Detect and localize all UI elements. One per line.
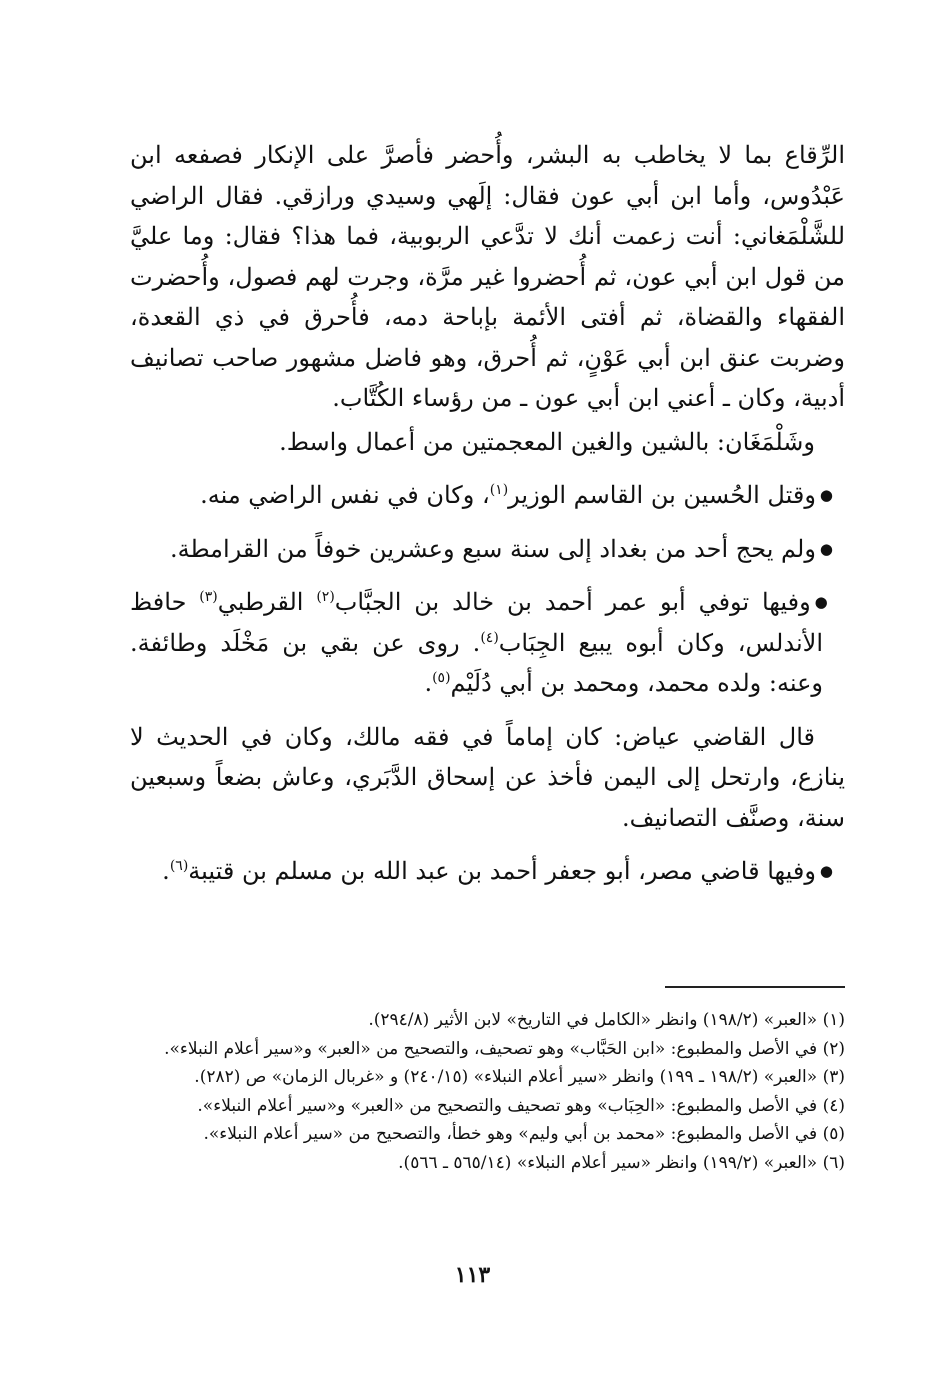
footnote-2: (٢) في الأصل والمطبوع: «ابن الحَبَّاب» وهو تصحيف، والتصحيح من «العبر» و«سير أعلام النبلاء». xyxy=(164,1038,845,1059)
bullet-text: وفيها قاضي مصر، أبو جعفر أحمد بن عبد الله بن مسلم بن قتيبة xyxy=(188,857,816,885)
bullet-text-tail: ، وكان في نفس الراضي منه. xyxy=(200,481,490,509)
footnote-ref: (٥) xyxy=(432,670,451,686)
bullet-icon: ● xyxy=(819,539,833,558)
page-number: ١١٣ xyxy=(454,1262,491,1288)
bullet-text-part: حافظ الأندلس، وكان أبوه يبيع الجِبَاب xyxy=(130,588,823,657)
bullet-icon: ● xyxy=(819,862,833,880)
bullet-text: وفيها توفي أبو عمر أحمد بن خالد بن الجبَّاب xyxy=(334,588,811,616)
bullet-icon: ● xyxy=(814,593,833,611)
footnote-6: (٦) «العبر» (١٩٩/٢) وانظر «سير أعلام النبلاء» (٥٦٥/١٤ ـ ٥٦٦). xyxy=(398,1152,845,1173)
bullet-text-part: . روى عن بقي بن مَخْلَد وطائفة. وعنه: ولده محمد، ومحمد بن أبي دُلَيْم xyxy=(130,628,823,697)
footnote-4: (٤) في الأصل والمطبوع: «الحِبَاب» وهو تصحيف والتصحيح من «العبر» و«سير أعلام النبلاء». xyxy=(197,1095,845,1116)
footnote-divider xyxy=(665,986,845,988)
footnote-ref: (١) xyxy=(489,482,509,498)
bullet-item-1 xyxy=(130,475,845,516)
footnote-5: (٥) في الأصل والمطبوع: «محمد بن أبي وليم» وهو خطأ، والتصحيح من «سير أعلام النبلاء». xyxy=(203,1124,845,1144)
footnote-1: (١) «العبر» (١٩٨/٢) وانظر «الكامل في التاريخ» لابن الأثير (٢٩٤/٨). xyxy=(368,1010,845,1030)
bullet-text-tail: . xyxy=(162,857,170,885)
footnotes xyxy=(130,1006,845,1177)
bullet-item-2 xyxy=(130,529,845,570)
paragraph-3: قال القاضي عياض: كان إماماً في فقه مالك، وكان في الحديث لا ينازع، وارتحل إلى اليمن فأخذ عن إسحاق الدَّبَري، وعاش بضعاً وسبعين سنة، وصنَّف التصانيف. xyxy=(130,722,846,832)
paragraph-2: وشَلْمَغَان: بالشين والغين المعجمتين من أعمال واسط. xyxy=(279,427,815,456)
footnote-ref: (٦) xyxy=(169,858,189,874)
bullet-icon: ● xyxy=(819,486,833,504)
paragraph-1: الرِّقاع بما لا يخاطب به البشر، وأُحضر فأصرَّ على الإنكار فصفعه ابن عَبْدُوس، وأما ابن أبي عون فقال: إلَهي وسيدي ورازقي. فقال الراضي للشَّلْمَغاني: أنت زعمت أنك لا تدَّعي الربوبية، فما هذا؟ فقال: وما عليَّ من قول ابن أبي عون، ثم أُحضروا غير مرَّة، وجرت لهم فصول، وأُحضرت الفقهاء والقضاة، ثم أفتى الأئمة بإباحة دمه، فأُحرق في ذي القعدة، وضربت عنق ابن أبي عَوْنٍ، ثم أُحرق، وهو فاضل مشهور صاحب تصانيف أدبية، وكان ـ أعني ابن أبي عون ـ من رؤساء الكُتَّاب. xyxy=(130,141,845,412)
footnote-ref: (٣) xyxy=(199,589,218,605)
main-text xyxy=(130,135,845,892)
footnote-3: (٣) «العبر» (١٩٨/٢ ـ ١٩٩) وانظر «سير أعلام النبلاء» (٢٤٠/١٥) و «غربال الزمان» ص (٢٨٢). xyxy=(194,1067,845,1087)
bullet-item-3 xyxy=(130,582,845,704)
bullet-item-4 xyxy=(130,851,845,892)
bullet-text: وقتل الحُسين بن القاسم الوزير xyxy=(508,481,816,509)
footnote-ref: (٤) xyxy=(480,629,499,646)
bullet-text: ولم يحج أحد من بغداد إلى سنة سبع وعشرين خوفاً من القرامطة. xyxy=(169,534,816,563)
bullet-text-tail: . xyxy=(424,669,433,697)
bullet-text-part: القرطبي xyxy=(217,588,317,616)
footnote-ref: (٢) xyxy=(316,589,335,605)
